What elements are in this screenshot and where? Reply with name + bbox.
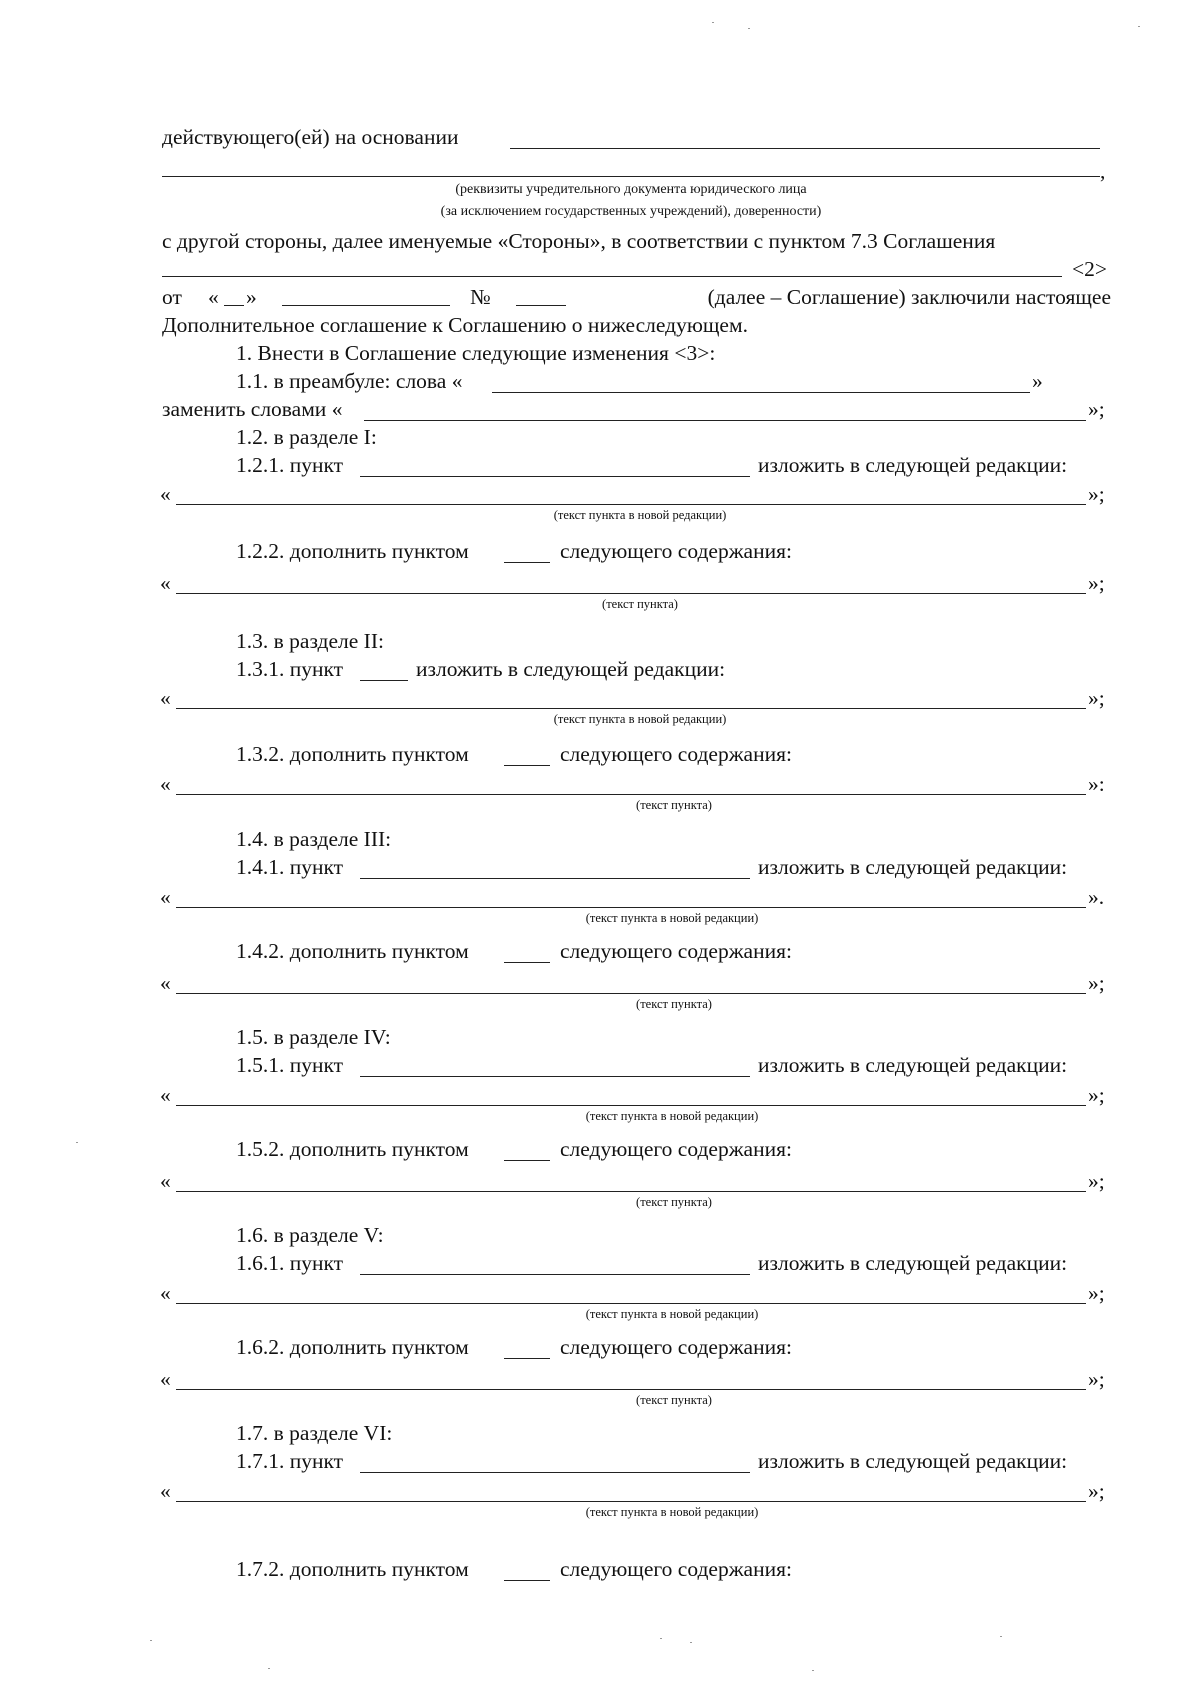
item-1-3-1: 1.3.1. пункт	[236, 657, 344, 681]
item-1-3-2-text-blank[interactable]	[176, 794, 1086, 795]
item-1-4: 1.4. в разделе III:	[236, 827, 392, 851]
item-1-6: 1.6. в разделе V:	[236, 1223, 384, 1247]
item-1-3-2-tail: следующего содержания:	[560, 742, 792, 766]
item-1-7-2: 1.7.2. дополнить пунктом	[236, 1557, 469, 1581]
date-day-blank[interactable]	[224, 305, 244, 306]
requisites-blank[interactable]	[162, 176, 1100, 177]
item-1-4-1-text-blank[interactable]	[176, 907, 1086, 908]
replace-close: »;	[1088, 397, 1105, 421]
date-from-label: от	[162, 285, 182, 309]
item-1-4-1-close: ».	[1088, 885, 1105, 909]
item-1-6-1-close: »;	[1088, 1281, 1105, 1305]
item-1-4-1-caption: (текст пункта в новой редакции)	[585, 911, 759, 925]
item-1-3-2-caption: (текст пункта)	[636, 798, 712, 812]
scan-speck	[748, 28, 750, 29]
item-1-6-1-tail: изложить в следующей редакции:	[758, 1251, 1068, 1275]
scan-speck	[660, 1638, 662, 1639]
item-1-3-1-caption: (текст пункта в новой редакции)	[553, 712, 727, 726]
item-1-7-1-caption: (текст пункта в новой редакции)	[585, 1505, 759, 1519]
item-1-1-close: »	[1032, 369, 1043, 393]
item-1-5-2-tail: следующего содержания:	[560, 1137, 792, 1161]
item-1-6-1-open: «	[160, 1281, 171, 1305]
requisites-caption-2: (за исключением государственных учреждений), доверенности)	[440, 204, 822, 219]
scan-speck	[268, 1668, 270, 1669]
item-1-3-1-close: »;	[1088, 686, 1105, 710]
item-1-7-1-tail: изложить в следующей редакции:	[758, 1449, 1068, 1473]
item-1-6-1-text-blank[interactable]	[176, 1303, 1086, 1304]
item-1-3-1-point-blank[interactable]	[360, 680, 408, 681]
item-1-5-1-caption: (текст пункта в новой редакции)	[585, 1109, 759, 1123]
item-1-2-2-number-blank[interactable]	[504, 562, 550, 563]
item-1-5-1-text-blank[interactable]	[176, 1105, 1086, 1106]
scan-speck	[150, 1640, 152, 1641]
item-1-4-2: 1.4.2. дополнить пунктом	[236, 939, 469, 963]
item-1-5-2-open: «	[160, 1169, 171, 1193]
item-1-5-1-close: »;	[1088, 1083, 1105, 1107]
agreement-tail: (далее – Соглашение) заключили настоящее	[707, 285, 1111, 309]
item-1-4-1-open: «	[160, 885, 171, 909]
item-1-6-2-close: »;	[1088, 1367, 1105, 1391]
agreement-blank[interactable]	[162, 276, 1062, 277]
item-1-6-2: 1.6.2. дополнить пунктом	[236, 1335, 469, 1359]
item-1-2-1-close: »;	[1088, 482, 1105, 506]
scan-speck	[690, 1642, 692, 1643]
item-1-2-2-close: »;	[1088, 571, 1105, 595]
date-quote-close: »	[246, 285, 257, 309]
item-1-4-2-caption: (текст пункта)	[636, 997, 712, 1011]
item-1-6-1-point-blank[interactable]	[360, 1274, 750, 1275]
item-1-3-2: 1.3.2. дополнить пунктом	[236, 742, 469, 766]
item-1-3-1-text-blank[interactable]	[176, 708, 1086, 709]
number-sign: №	[470, 285, 491, 309]
scan-speck	[76, 1142, 78, 1143]
preamble-words-blank[interactable]	[492, 392, 1030, 393]
item-1-4-2-close: »;	[1088, 971, 1105, 995]
scan-speck	[1138, 26, 1140, 27]
item-1-3-1-tail: изложить в следующей редакции:	[416, 657, 726, 681]
item-1-7: 1.7. в разделе VI:	[236, 1421, 393, 1445]
item-1-6-2-number-blank[interactable]	[504, 1358, 550, 1359]
item-1-2-2-open: «	[160, 571, 171, 595]
item-1-5-2-close: »;	[1088, 1169, 1105, 1193]
item-1-4-2-text-blank[interactable]	[176, 993, 1086, 994]
footnote-2: <2>	[1072, 257, 1108, 281]
item-1-4-2-open: «	[160, 971, 171, 995]
item-1-7-2-number-blank[interactable]	[504, 1580, 550, 1581]
date-quote-open: «	[208, 285, 219, 309]
requisites-caption-1: (реквизиты учредительного документа юридического лица	[455, 182, 807, 197]
item-1: 1. Внести в Соглашение следующие изменения <3>:	[236, 341, 716, 365]
item-1-3: 1.3. в разделе II:	[236, 629, 384, 653]
item-1-6-2-open: «	[160, 1367, 171, 1391]
scan-speck	[1000, 1636, 1002, 1637]
parties-line: с другой стороны, далее именуемые «Стороны», в соответствии с пунктом 7.3 Соглашения	[162, 229, 996, 253]
acting-basis-label: действующего(ей) на основании	[162, 125, 459, 149]
agreement-number-blank[interactable]	[516, 305, 566, 306]
item-1-2: 1.2. в разделе I:	[236, 425, 377, 449]
item-1-5: 1.5. в разделе IV:	[236, 1025, 391, 1049]
item-1-4-2-tail: следующего содержания:	[560, 939, 792, 963]
item-1-2-2-tail: следующего содержания:	[560, 539, 792, 563]
date-month-blank[interactable]	[282, 305, 450, 306]
item-1-7-2-tail: следующего содержания:	[560, 1557, 792, 1581]
item-1-3-2-number-blank[interactable]	[504, 765, 550, 766]
item-1-7-1: 1.7.1. пункт	[236, 1449, 344, 1473]
replace-with-label: заменить словами «	[162, 397, 343, 421]
scan-speck	[812, 1670, 814, 1671]
item-1-2-1-open: «	[160, 482, 171, 506]
item-1-2-1-text-blank[interactable]	[176, 504, 1086, 505]
scan-speck	[712, 22, 714, 23]
item-1-5-1: 1.5.1. пункт	[236, 1053, 344, 1077]
basis-blank[interactable]	[510, 148, 1100, 149]
item-1-4-1-point-blank[interactable]	[360, 878, 750, 879]
item-1-2-1: 1.2.1. пункт	[236, 453, 344, 477]
item-1-5-1-tail: изложить в следующей редакции:	[758, 1053, 1068, 1077]
item-1-5-2-caption: (текст пункта)	[636, 1195, 712, 1209]
item-1-7-1-open: «	[160, 1479, 171, 1503]
item-1-6-2-tail: следующего содержания:	[560, 1335, 792, 1359]
item-1-2-2-text-blank[interactable]	[176, 593, 1086, 594]
item-1-4-2-number-blank[interactable]	[504, 962, 550, 963]
item-1-6-2-text-blank[interactable]	[176, 1389, 1086, 1390]
item-1-6-1-caption: (текст пункта в новой редакции)	[585, 1307, 759, 1321]
item-1-6-2-caption: (текст пункта)	[636, 1393, 712, 1407]
item-1-5-2-number-blank[interactable]	[504, 1160, 550, 1161]
item-1-4-1-tail: изложить в следующей редакции:	[758, 855, 1068, 879]
agreement-line-2: Дополнительное соглашение к Соглашению о нижеследующем.	[162, 313, 748, 337]
item-1-2-2: 1.2.2. дополнить пунктом	[236, 539, 469, 563]
item-1-1: 1.1. в преамбуле: слова «	[236, 369, 463, 393]
item-1-2-1-tail: изложить в следующей редакции:	[758, 453, 1068, 477]
item-1-7-1-text-blank[interactable]	[176, 1501, 1086, 1502]
item-1-7-1-close: »;	[1088, 1479, 1105, 1503]
item-1-4-1: 1.4.1. пункт	[236, 855, 344, 879]
item-1-5-1-open: «	[160, 1083, 171, 1107]
item-1-2-2-caption: (текст пункта)	[602, 597, 678, 611]
item-1-5-2: 1.5.2. дополнить пунктом	[236, 1137, 469, 1161]
item-1-3-2-close: »:	[1088, 772, 1105, 796]
item-1-2-1-point-blank[interactable]	[360, 476, 750, 477]
item-1-3-1-open: «	[160, 686, 171, 710]
requisites-comma: ,	[1100, 159, 1106, 183]
item-1-2-1-caption: (текст пункта в новой редакции)	[553, 508, 727, 522]
replacement-words-blank[interactable]	[364, 420, 1086, 421]
item-1-5-1-point-blank[interactable]	[360, 1076, 750, 1077]
item-1-5-2-text-blank[interactable]	[176, 1191, 1086, 1192]
item-1-6-1: 1.6.1. пункт	[236, 1251, 344, 1275]
item-1-3-2-open: «	[160, 772, 171, 796]
item-1-7-1-point-blank[interactable]	[360, 1472, 750, 1473]
